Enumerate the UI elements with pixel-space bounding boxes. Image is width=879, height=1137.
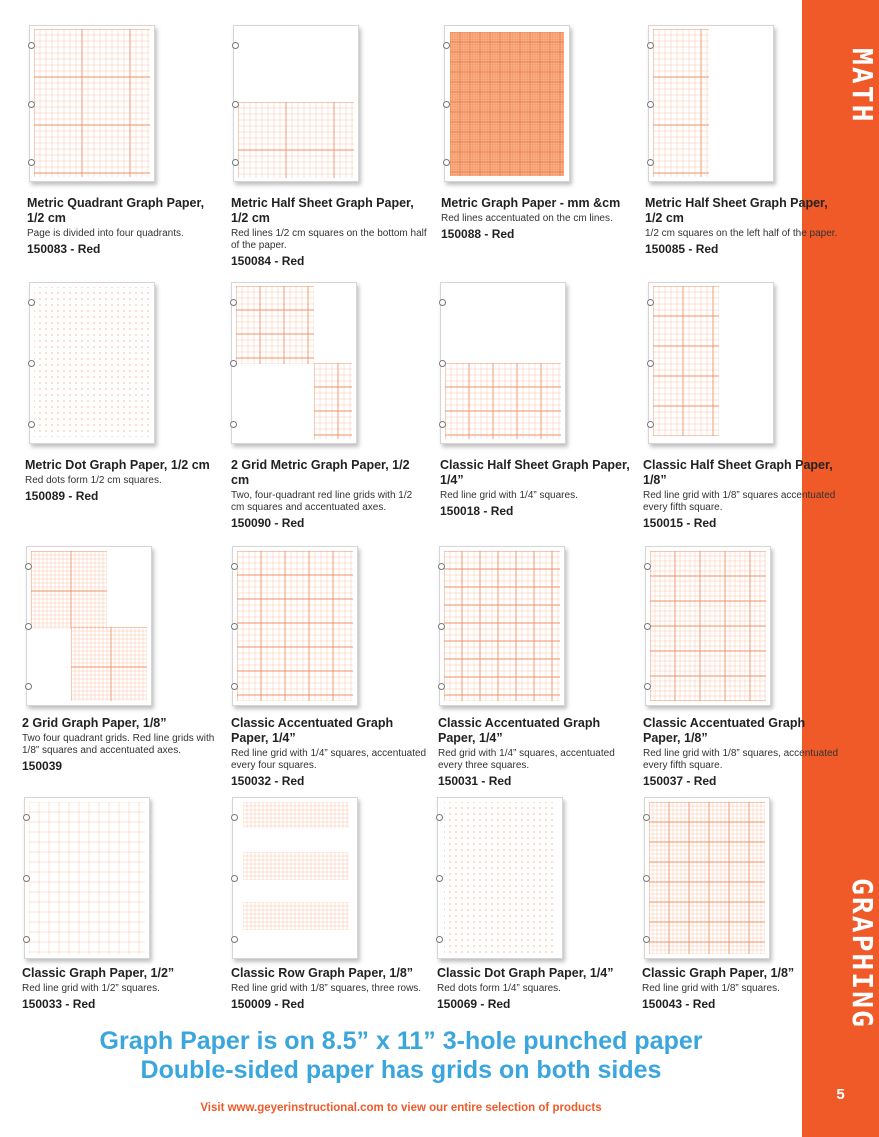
product-thumbnail[interactable]	[24, 797, 150, 959]
punch-hole-icon	[443, 42, 450, 49]
punch-hole-icon	[28, 159, 35, 166]
product-thumbnail[interactable]	[645, 546, 771, 706]
graph-grid	[650, 551, 766, 701]
punch-hole-icon	[647, 299, 654, 306]
graph-grid	[243, 902, 349, 930]
product-caption	[231, 966, 427, 1012]
product-description: Red dots form 1/2 cm squares.	[25, 475, 162, 486]
punch-hole-icon	[647, 42, 654, 49]
punch-hole-icon	[230, 421, 237, 428]
punch-hole-icon	[436, 875, 443, 882]
product-thumbnail[interactable]	[29, 25, 155, 182]
product-description: Red lines 1/2 cm squares on the bottom half of the paper.	[231, 228, 427, 251]
product-thumbnail[interactable]	[437, 797, 563, 959]
product-thumbnail[interactable]	[26, 546, 152, 706]
punch-hole-icon	[232, 159, 239, 166]
punch-hole-icon	[231, 875, 238, 882]
punch-hole-icon	[439, 299, 446, 306]
product-sku: 150069 - Red	[437, 997, 511, 1011]
product-thumbnail[interactable]	[439, 546, 565, 706]
punch-hole-icon	[647, 101, 654, 108]
product-thumbnail[interactable]	[29, 282, 155, 444]
product-sku: 150031 - Red	[438, 774, 512, 788]
graph-grid	[243, 802, 349, 828]
product-caption	[22, 716, 218, 774]
punch-hole-icon	[231, 814, 238, 821]
punch-hole-icon	[644, 563, 651, 570]
product-thumbnail[interactable]	[440, 282, 566, 444]
punch-hole-icon	[28, 360, 35, 367]
headline-line-2: Double-sided paper has grids on both sides	[140, 1056, 662, 1084]
punch-hole-icon	[439, 421, 446, 428]
product-title: Classic Accentuated Graph Paper, 1/4”	[231, 716, 394, 745]
product-caption	[231, 196, 427, 269]
graph-grid	[34, 29, 150, 177]
product-title: Metric Quadrant Graph Paper, 1/2 cm	[27, 196, 205, 225]
product-caption	[643, 458, 839, 531]
product-sku: 150083 - Red	[27, 242, 101, 256]
product-thumbnail[interactable]	[232, 797, 358, 959]
graph-grid	[236, 286, 314, 364]
punch-hole-icon	[643, 936, 650, 943]
punch-hole-icon	[28, 299, 35, 306]
graph-grid	[29, 802, 145, 954]
product-sku: 150088 - Red	[441, 227, 515, 241]
punch-hole-icon	[230, 360, 237, 367]
graph-grid	[237, 551, 353, 701]
product-description: Two four quadrant grids. Red line grids with 1/8” squares and accentuated axes.	[22, 733, 215, 756]
product-title: 2 Grid Graph Paper, 1/8”	[22, 716, 167, 730]
graph-grid	[34, 287, 150, 437]
product-thumbnail[interactable]	[648, 25, 774, 182]
product-caption	[440, 458, 636, 519]
product-caption	[441, 196, 637, 242]
product-title: Classic Half Sheet Graph Paper, 1/4”	[440, 458, 630, 487]
graph-grid	[243, 852, 349, 880]
punch-hole-icon	[28, 101, 35, 108]
product-description: Red grid with 1/4” squares, accentuated every three squares.	[438, 748, 615, 771]
punch-hole-icon	[436, 814, 443, 821]
punch-hole-icon	[647, 159, 654, 166]
graph-grid	[314, 363, 352, 439]
product-caption	[437, 966, 633, 1012]
product-description: Page is divided into four quadrants.	[27, 228, 184, 239]
punch-hole-icon	[644, 683, 651, 690]
product-caption	[231, 458, 427, 531]
product-caption	[642, 966, 838, 1012]
punch-hole-icon	[647, 360, 654, 367]
product-description: Red line grid with 1/8” squares accentuated every fifth square.	[643, 490, 836, 513]
product-title: Classic Dot Graph Paper, 1/4”	[437, 966, 614, 980]
punch-hole-icon	[28, 42, 35, 49]
product-sku: 150037 - Red	[643, 774, 717, 788]
sidebar-math-label: MATH	[846, 48, 879, 124]
punch-hole-icon	[443, 159, 450, 166]
punch-hole-icon	[23, 875, 30, 882]
graph-grid	[71, 627, 147, 701]
punch-hole-icon	[231, 623, 238, 630]
product-caption	[438, 716, 634, 789]
product-title: Metric Half Sheet Graph Paper, 1/2 cm	[645, 196, 828, 225]
graph-grid	[444, 551, 560, 701]
punch-hole-icon	[436, 936, 443, 943]
punch-hole-icon	[232, 101, 239, 108]
product-thumbnail[interactable]	[232, 546, 358, 706]
product-sku: 150084 - Red	[231, 254, 305, 268]
product-caption	[643, 716, 839, 789]
product-description: Red lines accentuated on the cm lines.	[441, 213, 613, 224]
product-description: Red line grid with 1/4” squares.	[440, 490, 578, 501]
product-thumbnail[interactable]	[233, 25, 359, 182]
punch-hole-icon	[231, 936, 238, 943]
product-thumbnail[interactable]	[648, 282, 774, 444]
punch-hole-icon	[28, 421, 35, 428]
product-title: Classic Graph Paper, 1/8”	[642, 966, 795, 980]
product-sku: 150085 - Red	[645, 242, 719, 256]
punch-hole-icon	[25, 623, 32, 630]
page-number: 5	[836, 1086, 845, 1103]
punch-hole-icon	[232, 42, 239, 49]
punch-hole-icon	[25, 563, 32, 570]
graph-grid	[653, 29, 709, 177]
product-title: Classic Accentuated Graph Paper, 1/8”	[643, 716, 806, 745]
product-title: Metric Graph Paper - mm &cm	[441, 196, 621, 210]
product-title: Classic Half Sheet Graph Paper, 1/8”	[643, 458, 833, 487]
graph-grid	[444, 802, 556, 954]
product-description: 1/2 cm squares on the left half of the paper.	[645, 228, 838, 239]
product-sku: 150032 - Red	[231, 774, 305, 788]
product-caption	[22, 966, 218, 1012]
graph-grid	[450, 32, 564, 176]
product-sku: 150015 - Red	[643, 516, 717, 530]
punch-hole-icon	[231, 683, 238, 690]
product-description: Red line grid with 1/4” squares, accentuated every four squares.	[231, 748, 427, 771]
product-caption	[231, 716, 427, 789]
punch-hole-icon	[23, 936, 30, 943]
punch-hole-icon	[25, 683, 32, 690]
punch-hole-icon	[438, 563, 445, 570]
graph-grid	[238, 102, 354, 178]
product-caption	[25, 458, 221, 504]
product-sku: 150039	[22, 759, 63, 773]
product-title: Metric Dot Graph Paper, 1/2 cm	[25, 458, 210, 472]
product-description: Red line grid with 1/8” squares, accentuated every fifth square.	[643, 748, 839, 771]
product-title: Metric Half Sheet Graph Paper, 1/2 cm	[231, 196, 414, 225]
product-description: Red line grid with 1/2” squares.	[22, 983, 160, 994]
product-sku: 150009 - Red	[231, 997, 305, 1011]
punch-hole-icon	[643, 875, 650, 882]
punch-hole-icon	[230, 299, 237, 306]
headline-line-1: Graph Paper is on 8.5” x 11” 3-hole punched paper	[99, 1027, 703, 1055]
product-sku: 150018 - Red	[440, 504, 514, 518]
product-sku: 150089 - Red	[25, 489, 99, 503]
footer-website-note[interactable]: Visit www.geyerinstructional.com to view our entire selection of products	[200, 1102, 602, 1114]
product-title: Classic Row Graph Paper, 1/8”	[231, 966, 414, 980]
product-caption	[27, 196, 223, 257]
product-description: Red line grid with 1/8” squares, three rows.	[231, 983, 422, 994]
punch-hole-icon	[438, 623, 445, 630]
product-thumbnail[interactable]	[644, 797, 770, 959]
punch-hole-icon	[644, 623, 651, 630]
product-sku: 150090 - Red	[231, 516, 305, 530]
graph-grid	[31, 551, 107, 629]
punch-hole-icon	[231, 563, 238, 570]
product-description: Red dots form 1/4” squares.	[437, 983, 561, 994]
sidebar-graphing-label: GRAPHING	[846, 878, 879, 1029]
product-thumbnail[interactable]	[444, 25, 570, 182]
product-description: Two, four-quadrant red line grids with 1/2 cm squares and accentuated axes.	[231, 490, 413, 513]
product-thumbnail[interactable]	[231, 282, 357, 444]
punch-hole-icon	[643, 814, 650, 821]
product-title: Classic Accentuated Graph Paper, 1/4”	[438, 716, 601, 745]
product-caption	[645, 196, 841, 257]
punch-hole-icon	[443, 101, 450, 108]
punch-hole-icon	[439, 360, 446, 367]
product-title: Classic Graph Paper, 1/2”	[22, 966, 175, 980]
graph-grid	[445, 363, 561, 439]
product-sku: 150033 - Red	[22, 997, 96, 1011]
product-title: 2 Grid Metric Graph Paper, 1/2 cm	[231, 458, 410, 487]
product-sku: 150043 - Red	[642, 997, 716, 1011]
product-description: Red line grid with 1/8” squares.	[642, 983, 780, 994]
graph-grid	[653, 286, 719, 436]
punch-hole-icon	[23, 814, 30, 821]
graph-grid	[649, 802, 765, 954]
punch-hole-icon	[647, 421, 654, 428]
punch-hole-icon	[438, 683, 445, 690]
